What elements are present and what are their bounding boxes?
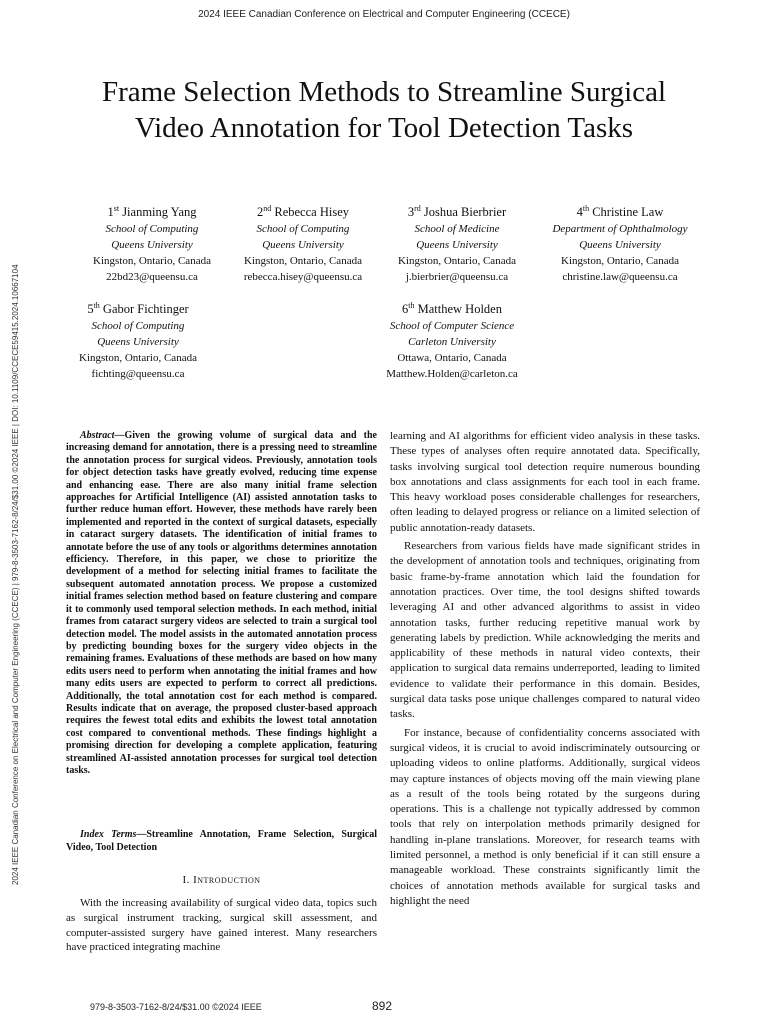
author-org: Queens University: [579, 239, 661, 252]
author-email[interactable]: Matthew.Holden@carleton.ca: [386, 368, 518, 381]
index-terms-lead: Index Terms: [80, 829, 137, 840]
abstract: [66, 430, 377, 777]
author-name: 6th Matthew Holden: [402, 301, 502, 317]
author-name: 5th Gabor Fichtinger: [87, 301, 189, 317]
conference-header: 2024 IEEE Canadian Conference on Electrical and Computer Engineering (CCECE): [198, 9, 570, 20]
author-name: 2nd Rebecca Hisey: [257, 204, 349, 220]
author-location: Kingston, Ontario, Canada: [244, 255, 362, 268]
author-email[interactable]: j.bierbrier@queensu.ca: [405, 271, 509, 284]
author-location: Kingston, Ontario, Canada: [93, 255, 211, 268]
author-org: Carleton University: [408, 336, 496, 349]
footer-copyright: 979-8-3503-7162-8/24/$31.00 ©2024 IEEE: [90, 1002, 262, 1012]
intro-paragraph-left: With the increasing availability of surgical video data, topics such as surgical instrument tracking, surgical skill assessment, and computer-assisted surgery have gained interest. Many researchers have practiced integrating machine: [66, 897, 377, 954]
author-org: Queens University: [416, 239, 498, 252]
title-line-2: Video Annotation for Tool Detection Tasks: [134, 112, 634, 144]
author-dept: School of Computing: [91, 320, 185, 333]
intro-paragraph-1: learning and AI algorithms for efficient video analysis in these tasks. These types of analyses often require annotated data. Specifically, tasks involving surgical tool detection require numerous bounding box annotations and class assignments for each tool in each frame. This heavy workload poses considerable challenges for researchers, often leading to delayed progress or reliance on a limited selection of public annotation-ready datasets.: [390, 430, 700, 534]
intro-paragraph-2: Researchers from various fields have made significant strides in the development of annotation tools and techniques, originating from basic frame-by-frame annotation which laid the foundation for annotation practices. Over time, the tool designs shifted towards leveraging AI and other advanced algorithms to assist in video annotation tasks, further reducing repetitive manual work by generating labels by prediction. While acknowledging the merits and applicability of these methods in natural video contexts, their application to surgical data remains underreported, leading to limited evidence to validate their performance in this domain. Besides, surgical data tasks pose unique challenges compared to natural video tasks.: [390, 540, 700, 721]
author-dept: School of Computing: [256, 223, 350, 236]
author-block-4: [530, 200, 710, 285]
author-email[interactable]: christine.law@queensu.ca: [562, 271, 678, 284]
author-org: Queens University: [111, 239, 193, 252]
author-dept: School of Computer Science: [389, 320, 515, 333]
author-dept: Department of Ophthalmology: [552, 223, 688, 236]
author-email[interactable]: fichting@queensu.ca: [91, 368, 185, 381]
author-name: 1st Jianming Yang: [107, 204, 197, 220]
author-org: Queens University: [97, 336, 179, 349]
author-location: Kingston, Ontario, Canada: [79, 352, 197, 365]
author-block-6: [362, 297, 542, 382]
index-terms: [66, 828, 377, 854]
author-name: 4th Christine Law: [576, 204, 664, 220]
author-location: Ottawa, Ontario, Canada: [397, 352, 507, 365]
author-dept: School of Medicine: [414, 223, 500, 236]
intro-paragraph-3: For instance, because of confidentiality concerns associated with surgical videos, it is crucial to avoid indiscriminately outsourcing or uploading videos to online platforms. Additionally, surgical videos may capture instances of objects moving off the main viewing plane as a result of the tools being rotated by the surgeons during operations. This is a challenge not typically addressed by common tools that rely on interpolation methods primarily designed for handling in-plane translations. Moreover, for research teams with limited personnel, a method is only beneficial if it can still ensure a manageable workload. These constraints significantly limit the choices of annotation methods available for surgical tasks and highlight the need: [390, 726, 700, 907]
author-block-5: [48, 297, 228, 382]
author-location: Kingston, Ontario, Canada: [561, 255, 679, 268]
abstract-text: —Given the growing volume of surgical data and the increasing demand for annotation, there is a pressing need to streamline the annotation process for surgical videos. Previously, annotation tools for object detection tasks have greatly evolved, reducing time expense and enhancing ease. There are also many initial frame selection approaches for Artificial Intelligence (AI) assisted annotation tasks to further reduce human effort. However, these methods have rarely been implemented and reported in the context of surgical datasets, especially in cataract surgery datasets. The identification of initial frames to annotate before the use of any tools or algorithms determines annotation efficiency. Therefore, in this paper, we chose to prioritize the development of a method for selecting initial frames to facilitate the subsequent automated annotation process. We propose a customized initial frames selection method based on feature clustering and compare it to commonly used temporal selection methods. In each method, initial frames from cataract surgery videos are selected to train a surgical tool detection model. The model assists in the automated annotation process by predicting bounding boxes for the surgery video objects in the remaining frames. Evaluations of these methods are based on how many edits users need to perform when annotating the initial frames and how many edits users are expected to perform to correct all predictions. Additionally, the total annotation cost for each method is compared. Results indicate that on average, the proposed cluster-based approach requires the fewest total edits and exhibits the lowest total annotation cost compared to conventional methods. These findings highlight a promising direction for developing a complete application, featuring streamlined AI-assisted annotation processes for surgical tool detection tasks.: [66, 430, 377, 776]
index-terms-text: —Streamline Annotation, Frame Selection, Surgical Video, Tool Detection: [66, 829, 377, 853]
author-block-3: [367, 200, 547, 285]
paper-title: [40, 74, 728, 146]
side-doi-banner: 2024 IEEE Canadian Conference on Electrical and Computer Engineering (CCECE) | 979-8-3503-7162-8/24/$31.00 ©2024 IEEE | DOI: 10.1109/CCECE59415.2024.10667104: [11, 264, 20, 885]
section-title-text: Introduction: [193, 874, 261, 886]
page-number: 892: [372, 999, 393, 1013]
author-email[interactable]: rebecca.hisey@queensu.ca: [243, 271, 363, 284]
author-dept: School of Computing: [105, 223, 199, 236]
section-heading: [66, 874, 377, 886]
title-line-1: Frame Selection Methods to Streamline Surgical: [101, 76, 667, 108]
author-name: 3rd Joshua Bierbrier: [407, 204, 507, 220]
author-location: Kingston, Ontario, Canada: [398, 255, 516, 268]
author-email[interactable]: 22bd23@queensu.ca: [106, 271, 198, 284]
section-number: I.: [182, 874, 190, 886]
right-column: [390, 429, 700, 912]
abstract-lead: Abstract: [80, 430, 115, 441]
author-block-2: [213, 200, 393, 285]
author-org: Queens University: [262, 239, 344, 252]
